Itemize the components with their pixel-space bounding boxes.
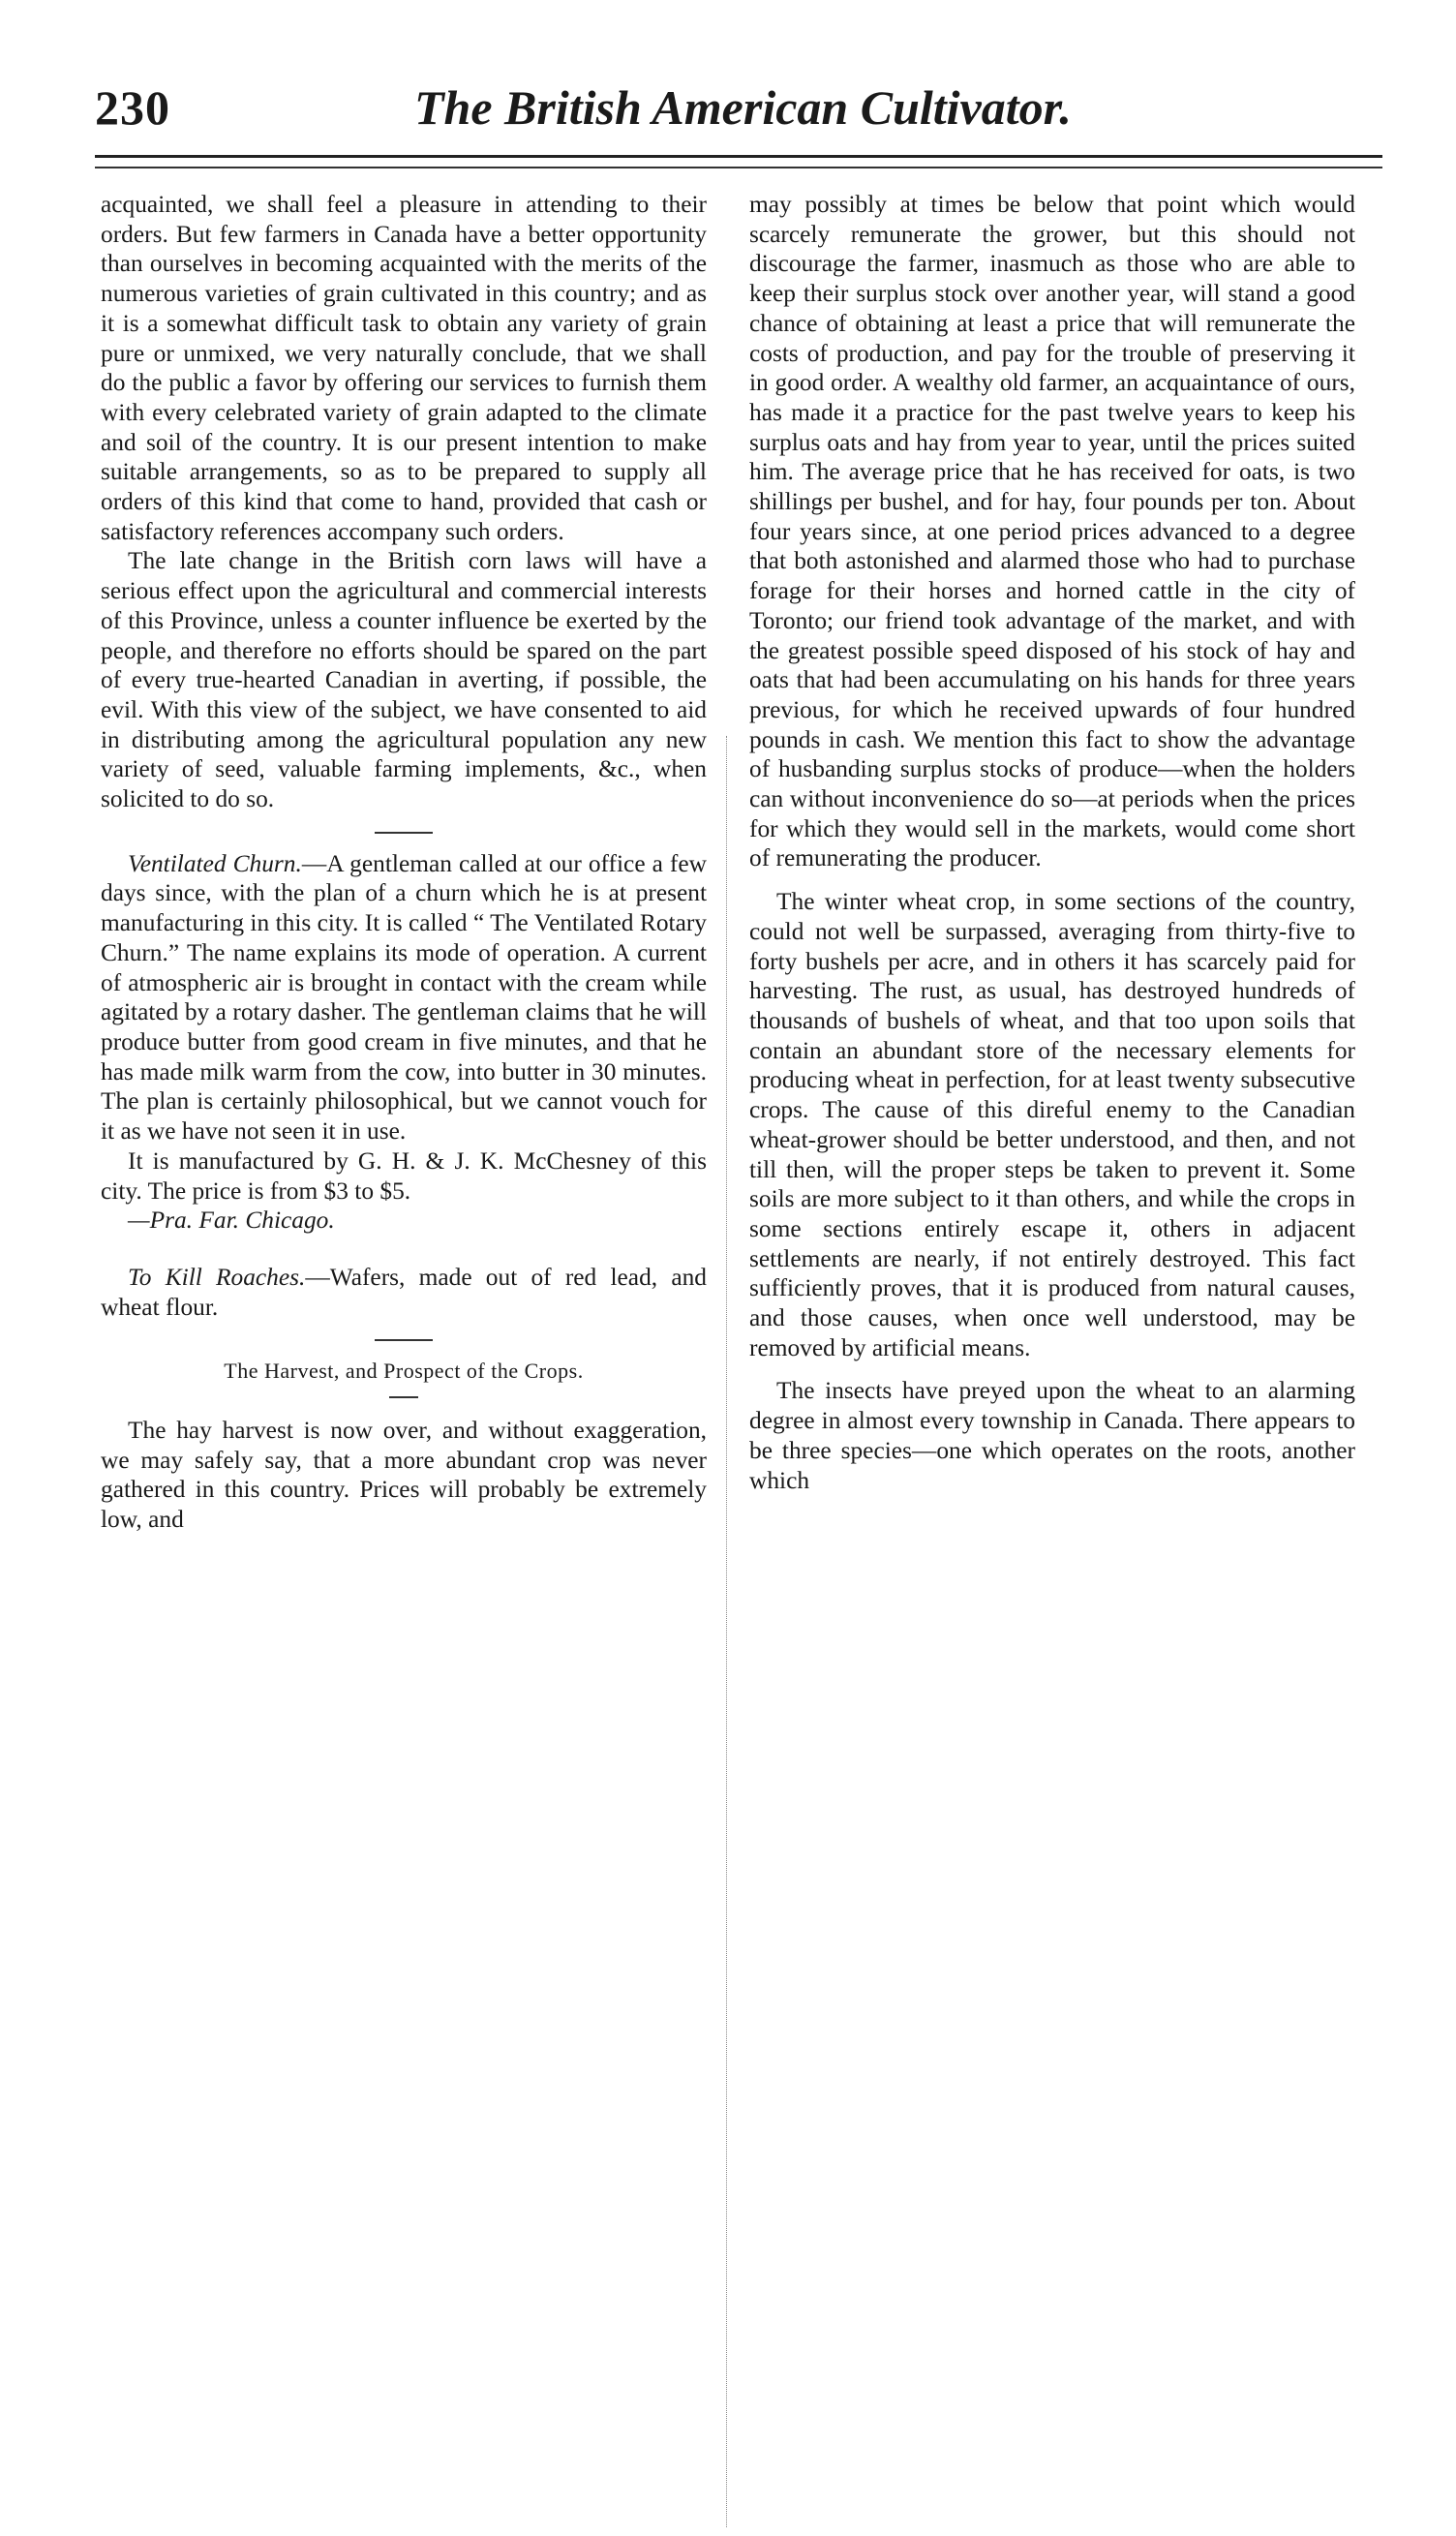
paragraph: The insects have preyed upon the wheat to an alarming degree in almost every township in Canada. There appears to be three species—one which operates on the roots, another which <box>749 1377 1355 1494</box>
section-separator <box>389 1396 418 1398</box>
paragraph: It is manufactured by G. H. & J. K. McChesney of this city. The price is from $3 to $5. <box>101 1146 707 1205</box>
section-separator <box>375 1339 433 1341</box>
article-ventilated-churn <box>101 849 707 1146</box>
paragraph: may possibly at times be below that point which would scarcely remunerate the grower, but this should not discourage the farmer, inasmuch as those who are able to keep their surplus stock over another year, will stand a good chance of obtaining at least a price that will remunerate the costs of production, and pay for the trouble of preserving it in good order. A wealthy old farmer, an acquaintance of ours, has made it a practice for the past twelve years to keep his surplus oats and hay from year to year, until the prices suited him. The average price that he has received for oats, is two shillings per bushel, and for hay, four pounds per ton. About four years since, at one period prices advanced to a degree that both astonished and alarmed those who had to purchase forage for their horses and horned cattle in the city of Toronto; our friend took advantage of the market, and with the greatest possible speed disposed of his stock of hay and oats that had been accumulating on his hands for three years previous, for which he received upwards of four hundred pounds in cash. We mention this fact to show the advantage of husbanding surplus stocks of produce—when the holders can without inconvenience do so—at periods when the prices for which they would sell in the markets, would come short of remunerating the producer. <box>749 191 1355 872</box>
page-number: 230 <box>95 80 170 135</box>
column-divider <box>726 736 727 2527</box>
paragraph: The hay harvest is now over, and without exaggeration, we may safely say, that a more abundant crop was never gathered in this country. Prices will probably be extremely low, and <box>101 1417 707 1534</box>
article-kill-roaches <box>101 1263 707 1322</box>
article-body: —Wafers, made out of red lead, and wheat flour. <box>101 1263 707 1321</box>
article-lead: To Kill Roaches. <box>128 1263 306 1291</box>
paragraph: The late change in the British corn laws will have a serious effect upon the agricultural and commercial interests of this Province, unless a counter influence be exerted by the people, and therefore no efforts should be spared on the part of every true-hearted Canadian in averting, if possible, the evil. With this view of the subject, we have consented to aid in distributing among the agricultural population any new variety of seed, valuable farming implements, &c., when solicited to do so. <box>101 547 707 813</box>
right-column <box>749 190 1355 1495</box>
section-heading: The Harvest, and Prospect of the Crops. <box>224 1359 584 1384</box>
source-credit: —Pra. Far. Chicago. <box>128 1207 335 1235</box>
header-rule-bottom <box>95 167 1382 168</box>
article-lead: Ventilated Churn. <box>128 849 302 877</box>
paragraph: The winter wheat crop, in some sections of the country, could not well be surpassed, averaging from thirty-five to forty bushels per acre, and in others it has scarcely paid for harvesting. The rust, as usual, has destroyed hundreds of thousands of bushels of wheat, and that too upon soils that contain an abundant store of the necessary elements for producing wheat in perfection, for at least twenty subsecutive crops. The cause of this direful enemy to the Canadian wheat-grower should be better understood, and then, and not till then, will the proper steps be taken to prevent it. Some soils are more subject to it than others, and while the crops in some sections entirely escape it, others in adjacent settlements are nearly, if not entirely destroyed. This fact sufficiently proves, that it is produced from natural causes, and those causes, when once well understood, may be removed by artificial means. <box>749 888 1355 1361</box>
article-body: —A gentleman called at our office a few days since, with the plan of a churn which he is at present manufacturing in this city. It is called “ The Ventilated Rotary Churn.” The name explains its mode of operation. A current of atmospheric air is brought in contact with the cream while agitated by a rotary dasher. The gentleman claims that he will produce butter from good cream in five minutes, and that he has made milk warm from the cow, into butter in 30 minutes. The plan is certainly philosophical, but we cannot vouch for it as we have not seen it in use. <box>101 849 707 1146</box>
running-title: The British American Cultivator. <box>414 80 1072 135</box>
paragraph: acquainted, we shall feel a pleasure in attending to their orders. But few farmers in Canada have a better opportunity than ourselves in becoming acquainted with the merits of the numerous varieties of grain cultivated in this country; and as it is a somewhat difficult task to obtain any variety of grain pure or unmixed, we very naturally conclude, that we shall do the public a favor by offering our services to furnish them with every celebrated variety of grain adapted to the climate and soil of the country. It is our present intention to make suitable arrangements, so as to be prepared to supply all orders of this kind that come to hand, provided that cash or satisfactory references accompany such orders. <box>101 191 707 545</box>
page-header <box>95 79 1382 147</box>
section-separator <box>375 832 433 834</box>
header-rule-top <box>95 155 1382 158</box>
left-column <box>101 190 707 1535</box>
